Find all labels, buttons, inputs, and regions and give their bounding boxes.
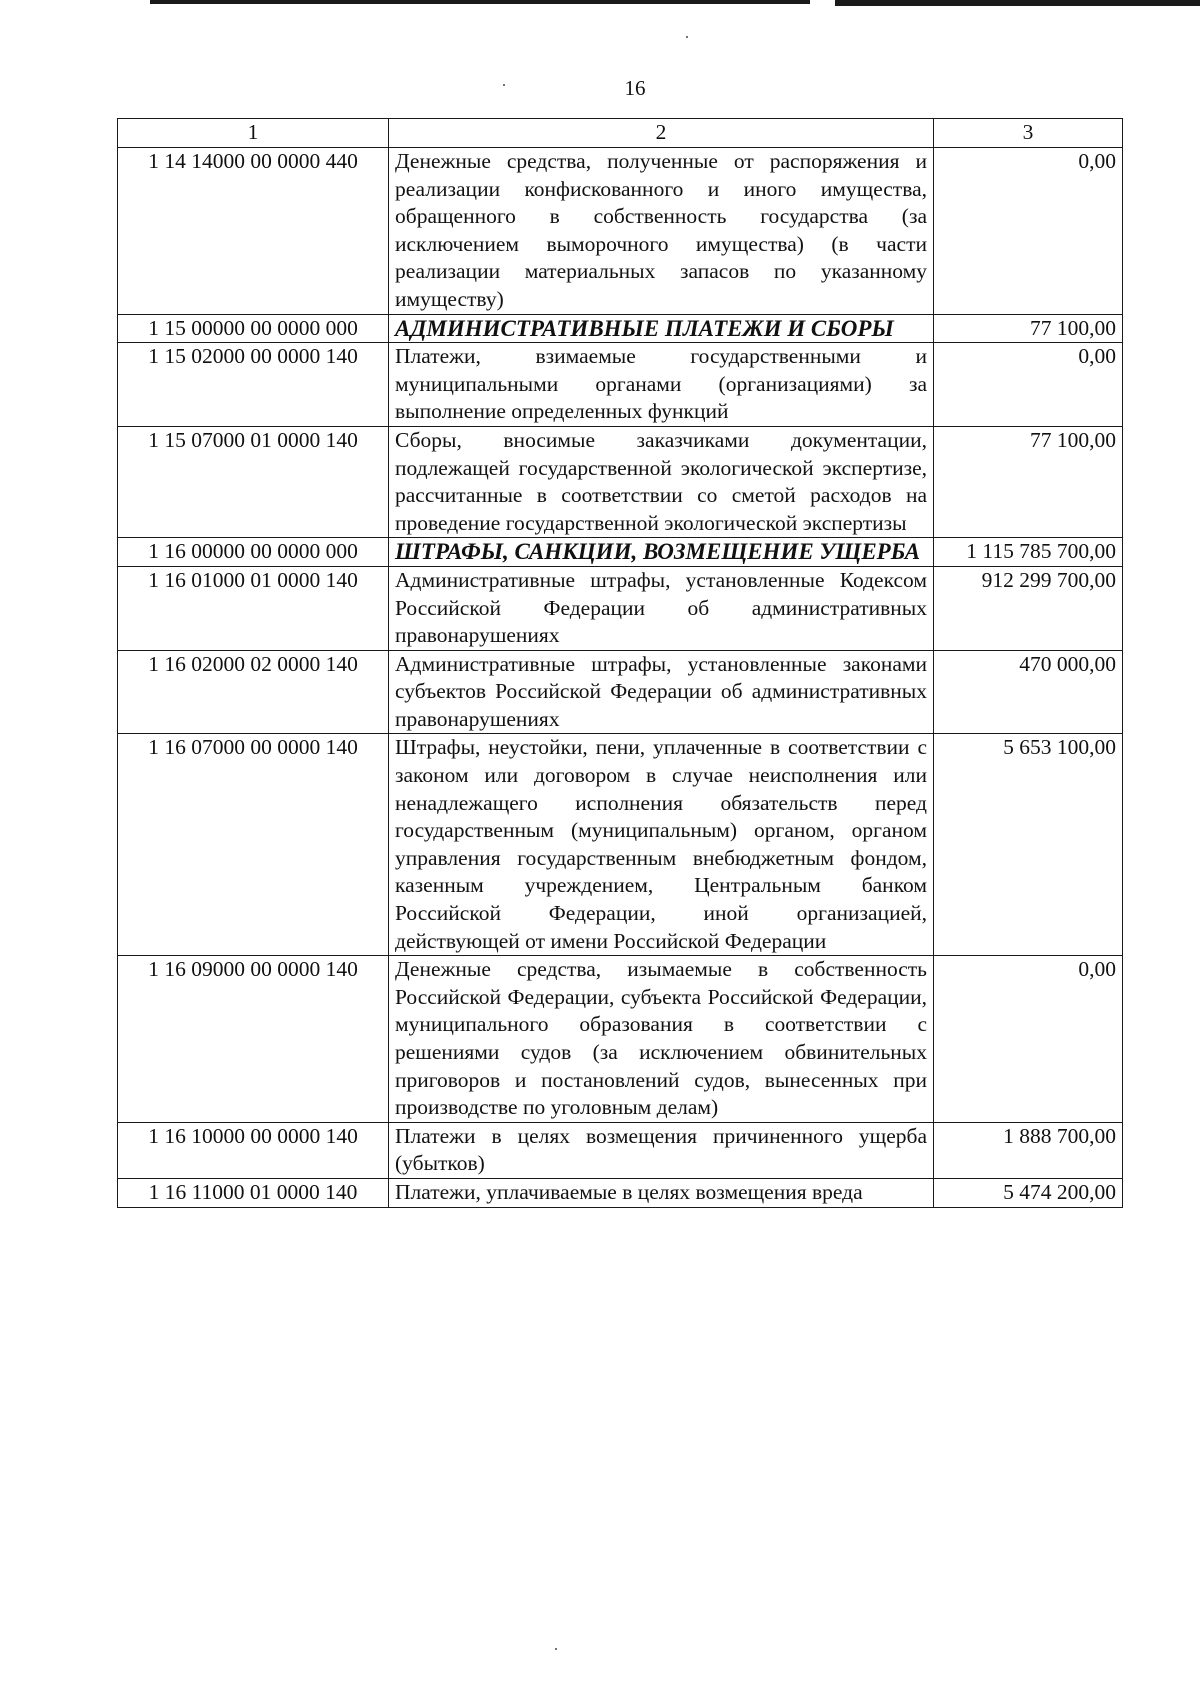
row-amount: 470 000,00 xyxy=(934,650,1123,734)
table-header-row xyxy=(118,119,1123,148)
scan-speck xyxy=(686,36,688,38)
row-amount: 1 888 700,00 xyxy=(934,1122,1123,1178)
revenue-table xyxy=(117,118,1123,1208)
row-amount: 0,00 xyxy=(934,148,1123,315)
row-name: АДМИНИСТРАТИВНЫЕ ПЛАТЕЖИ И СБОРЫ xyxy=(389,314,934,343)
row-code: 1 16 09000 00 0000 140 xyxy=(118,956,389,1123)
scan-speck xyxy=(555,1648,557,1650)
row-amount: 77 100,00 xyxy=(934,314,1123,343)
row-code: 1 16 01000 01 0000 140 xyxy=(118,566,389,650)
column-header-amount: 3 xyxy=(934,119,1123,148)
row-name: Сборы, вносимые заказчиками документации, подлежащей государственной экологической экспертизе, рассчитанные в соответствии со сметой расходов на проведение государственной экологической экспертизы xyxy=(389,426,934,537)
row-code: 1 14 14000 00 0000 440 xyxy=(118,148,389,315)
table-body xyxy=(118,148,1123,1208)
row-name: Платежи, взимаемые государственными и муниципальными органами (организациями) за выполнение определенных функций xyxy=(389,343,934,427)
table-row xyxy=(118,566,1123,650)
row-name: Денежные средства, полученные от распоряжения и реализации конфискованного и иного имущества, обращенного в собственность государства (за исключением выморочного имущества) (в части реализации материальных запасов по указанному имуществу) xyxy=(389,148,934,315)
row-amount: 0,00 xyxy=(934,343,1123,427)
row-code: 1 15 02000 00 0000 140 xyxy=(118,343,389,427)
table-row xyxy=(118,148,1123,315)
column-header-code: 1 xyxy=(118,119,389,148)
row-amount: 5 653 100,00 xyxy=(934,734,1123,956)
table-row xyxy=(118,734,1123,956)
row-name: Денежные средства, изымаемые в собственность Российской Федерации, субъекта Российской Федерации, муниципального образования в соответствии с решениями судов (за исключением обвинительных приговоров и постановлений судов, вынесенных при производстве по уголовным делам) xyxy=(389,956,934,1123)
table-row xyxy=(118,538,1123,567)
table-row xyxy=(118,343,1123,427)
table-row xyxy=(118,314,1123,343)
row-code: 1 16 07000 00 0000 140 xyxy=(118,734,389,956)
row-code: 1 15 00000 00 0000 000 xyxy=(118,314,389,343)
row-amount: 77 100,00 xyxy=(934,426,1123,537)
row-name: Административные штрафы, установленные Кодексом Российской Федерации об административных правонарушениях xyxy=(389,566,934,650)
row-name: Платежи в целях возмещения причиненного ущерба (убытков) xyxy=(389,1122,934,1178)
row-code: 1 16 10000 00 0000 140 xyxy=(118,1122,389,1178)
page-number: 16 xyxy=(624,76,646,100)
row-code: 1 16 02000 02 0000 140 xyxy=(118,650,389,734)
row-code: 1 16 11000 01 0000 140 xyxy=(118,1178,389,1207)
row-code: 1 16 00000 00 0000 000 xyxy=(118,538,389,567)
column-header-name: 2 xyxy=(389,119,934,148)
table-row xyxy=(118,426,1123,537)
row-amount: 1 115 785 700,00 xyxy=(934,538,1123,567)
row-amount: 0,00 xyxy=(934,956,1123,1123)
row-name: ШТРАФЫ, САНКЦИИ, ВОЗМЕЩЕНИЕ УЩЕРБА xyxy=(389,538,934,567)
table-row xyxy=(118,1178,1123,1207)
scan-edge-mark-right xyxy=(835,0,1200,6)
row-name: Административные штрафы, установленные законами субъектов Российской Федерации об административных правонарушениях xyxy=(389,650,934,734)
row-name: Платежи, уплачиваемые в целях возмещения вреда xyxy=(389,1178,934,1207)
table-row xyxy=(118,1122,1123,1178)
row-code: 1 15 07000 01 0000 140 xyxy=(118,426,389,537)
row-name: Штрафы, неустойки, пени, уплаченные в соответствии с законом или договором в случае неисполнения или ненадлежащего исполнения обязательств перед государственным (муниципальным) органом, органом управления государственным внебюджетным фондом, казенным учреждением, Центральным банком Российской Федерации, иной организацией, действующей от имени Российской Федерации xyxy=(389,734,934,956)
table-row xyxy=(118,650,1123,734)
row-amount: 5 474 200,00 xyxy=(934,1178,1123,1207)
table-row xyxy=(118,956,1123,1123)
row-amount: 912 299 700,00 xyxy=(934,566,1123,650)
scan-edge-mark-left xyxy=(150,0,810,4)
